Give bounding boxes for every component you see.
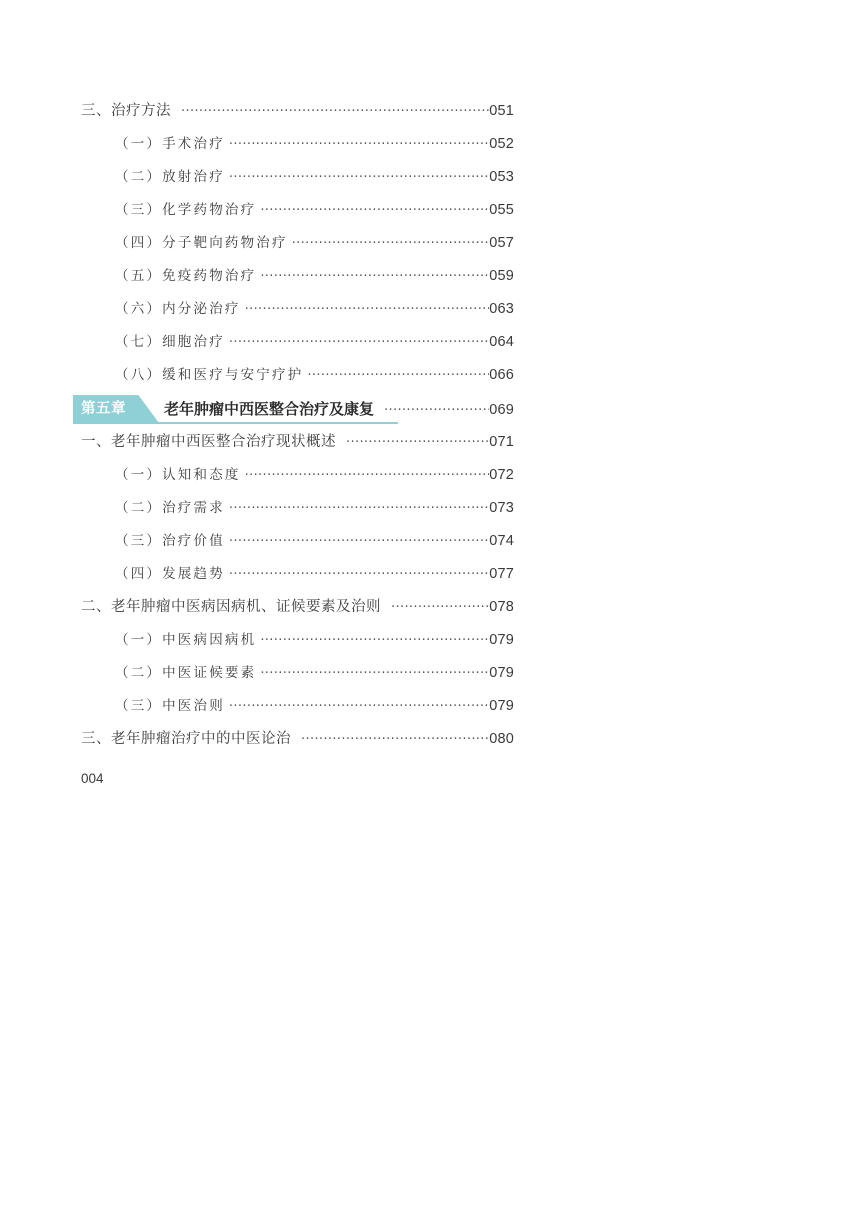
toc-entry-subsection[interactable] [115, 359, 514, 392]
toc-entry-page: 059 [489, 268, 514, 284]
toc-entry-subsection[interactable] [115, 690, 514, 723]
toc-entry-title: （一）手术治疗 [115, 136, 225, 152]
toc-entry-subsection[interactable] [115, 260, 514, 293]
toc-entry-section[interactable] [81, 723, 514, 756]
toc-leader-dots [260, 260, 489, 293]
toc-entry-title: （二）治疗需求 [115, 500, 225, 516]
toc-leader-dots [260, 194, 489, 227]
toc-leader-dots [346, 426, 489, 459]
toc-leader-dots [229, 558, 489, 591]
toc-leader-dots [229, 128, 489, 161]
toc-entry-subsection[interactable] [115, 293, 514, 326]
toc-entry-title: （二）放射治疗 [115, 169, 225, 185]
toc-entry-title: 三、治疗方法 [81, 103, 171, 119]
toc-leader-dots [260, 624, 489, 657]
toc-entry-page: 079 [489, 632, 514, 648]
toc-entry-title: （四）分子靶向药物治疗 [115, 235, 288, 251]
chapter-label: 第五章 [81, 400, 126, 417]
toc-leader-dots [384, 396, 489, 424]
toc-leader-dots [301, 723, 489, 756]
toc-leader-dots [181, 95, 489, 128]
toc-entry-page: 069 [489, 402, 514, 418]
toc-leader-dots [391, 591, 489, 624]
toc-entry-title: （二）中医证候要素 [115, 665, 257, 681]
page-number: 004 [81, 771, 104, 786]
toc-leader-dots [245, 293, 490, 326]
toc-entry-title: （三）治疗价值 [115, 533, 225, 549]
toc-leader-dots [229, 492, 489, 525]
toc-entry-page: 053 [489, 169, 514, 185]
toc-entry-page: 055 [489, 202, 514, 218]
toc-entry-subsection[interactable] [115, 459, 514, 492]
toc-leader-dots [245, 459, 490, 492]
toc-entry-page: 057 [489, 235, 514, 251]
toc-entry-page: 079 [489, 665, 514, 681]
toc-entry-subsection[interactable] [115, 128, 514, 161]
toc-leader-dots [292, 227, 490, 260]
toc-entry-title: （一）中医病因病机 [115, 632, 257, 648]
toc-entry-title: （三）化学药物治疗 [115, 202, 257, 218]
toc-entry-page: 071 [489, 434, 514, 450]
toc-entry-page: 072 [489, 467, 514, 483]
toc-entry-subsection[interactable] [115, 657, 514, 690]
toc-entry-subsection[interactable] [115, 161, 514, 194]
chapter-title-line [164, 394, 514, 424]
toc-entry-page: 066 [489, 367, 514, 383]
toc-entry-title: （一）认知和态度 [115, 467, 241, 483]
toc-entry-page: 078 [489, 599, 514, 615]
toc-entry-title: （八）缓和医疗与安宁疗护 [115, 367, 304, 383]
toc-leader-dots [229, 161, 489, 194]
toc-leader-dots [260, 657, 489, 690]
toc-entry-subsection[interactable] [115, 194, 514, 227]
toc-entry-page: 073 [489, 500, 514, 516]
toc-entry-subsection[interactable] [115, 525, 514, 558]
toc-leader-dots [229, 525, 489, 558]
toc-entry-page: 074 [489, 533, 514, 549]
toc-entry-section[interactable] [81, 95, 514, 128]
toc-entry-subsection[interactable] [115, 492, 514, 525]
toc-entry-title: 三、老年肿瘤治疗中的中医论治 [81, 731, 291, 747]
toc-leader-dots [229, 690, 489, 723]
toc-entry-subsection[interactable] [115, 558, 514, 591]
toc-entry-subsection[interactable] [115, 227, 514, 260]
toc-entry-title: （四）发展趋势 [115, 566, 225, 582]
toc-chapter-entry[interactable] [73, 394, 514, 424]
toc-entry-page: 079 [489, 698, 514, 714]
toc-entry-title: 一、老年肿瘤中西医整合治疗现状概述 [81, 434, 336, 450]
toc-entry-subsection[interactable] [115, 624, 514, 657]
toc-entry-title: （七）细胞治疗 [115, 334, 225, 350]
toc-entry-page: 052 [489, 136, 514, 152]
toc-entry-section[interactable] [81, 591, 514, 624]
toc-leader-dots [229, 326, 489, 359]
toc-entry-subsection[interactable] [115, 326, 514, 359]
toc-entry-page: 080 [489, 731, 514, 747]
toc-entry-page: 064 [489, 334, 514, 350]
chapter-title: 老年肿瘤中西医整合治疗及康复 [164, 400, 375, 418]
toc-entry-title: （三）中医治则 [115, 698, 225, 714]
toc-entry-page: 077 [489, 566, 514, 582]
toc-entry-title: 二、老年肿瘤中医病因病机、证候要素及治则 [81, 599, 381, 615]
toc-entry-page: 051 [489, 103, 514, 119]
toc-leader-dots [307, 359, 489, 392]
toc-entry-title: （五）免疫药物治疗 [115, 268, 257, 284]
toc-entry-page: 063 [489, 301, 514, 317]
toc-entry-section[interactable] [81, 426, 514, 459]
toc-entry-title: （六）内分泌治疗 [115, 301, 241, 317]
